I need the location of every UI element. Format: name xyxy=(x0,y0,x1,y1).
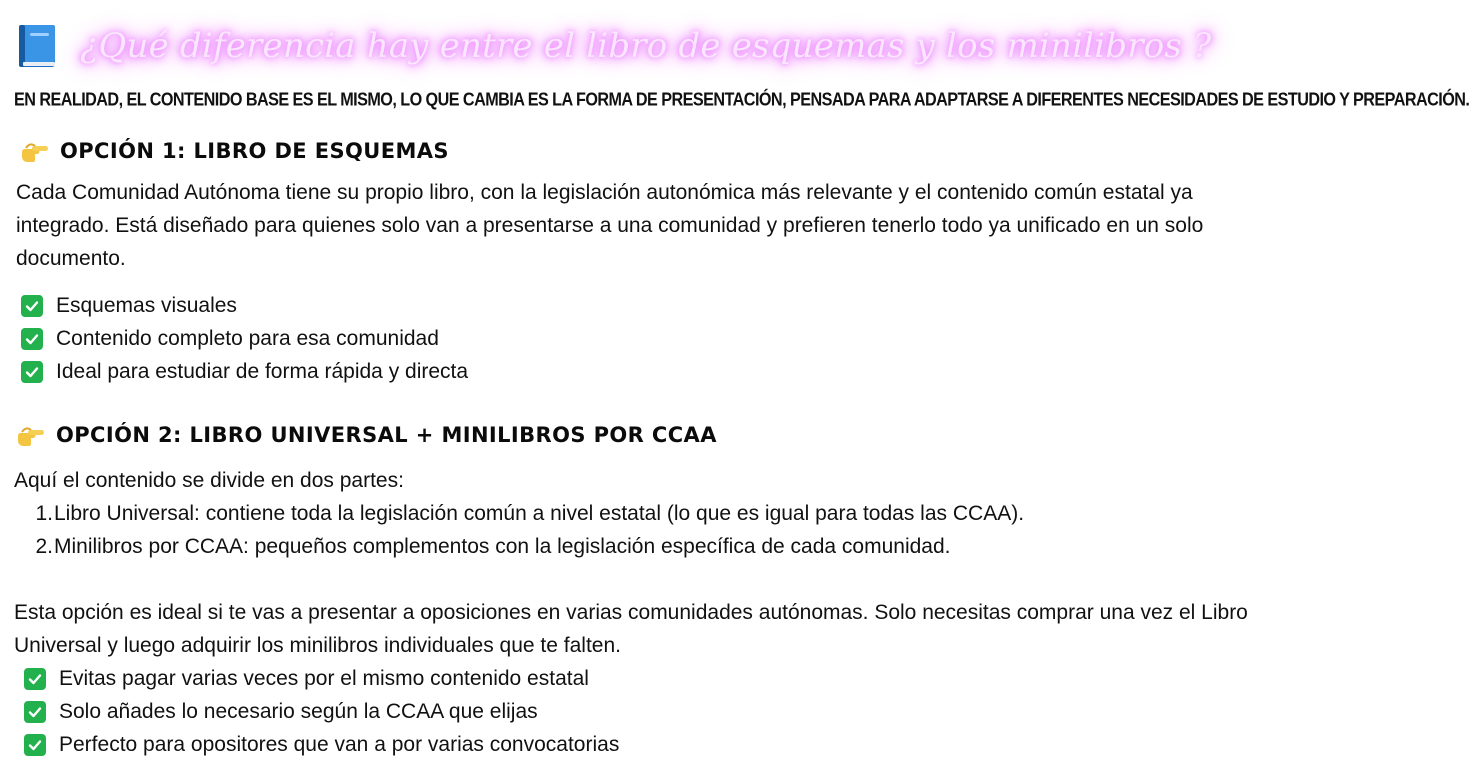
check-list-item xyxy=(24,695,619,728)
check-item-text: Solo añades lo necesario según la CCAA que elijas xyxy=(59,699,538,723)
check-mark-icon xyxy=(21,295,43,317)
check-item-text: Esquemas visuales xyxy=(56,293,237,317)
check-mark-icon xyxy=(21,361,43,383)
option-2-check-list xyxy=(24,662,619,761)
list-number: 1. xyxy=(35,502,53,525)
option-2-paragraph: Esta opción es ideal si te vas a presentar a oposiciones en varias comunidades autónomas. Solo necesitas comprar una vez el Libro Universal y luego adquirir los minilibros individuales que te falten. xyxy=(14,601,1248,657)
pointing-hand-icon xyxy=(18,424,46,446)
numbered-list-item xyxy=(30,497,1024,530)
check-mark-icon xyxy=(24,668,46,690)
numbered-item-text: Libro Universal: contiene toda la legislación común a nivel estatal (lo que es igual para todas las CCAA). xyxy=(54,502,1025,525)
check-mark-icon xyxy=(24,734,46,756)
check-mark-icon xyxy=(21,328,43,350)
check-list-item xyxy=(24,728,619,761)
check-list-item xyxy=(24,662,619,695)
check-item-text: Contenido completo para esa comunidad xyxy=(56,326,439,350)
page-subtitle: EN REALIDAD, EL CONTENIDO BASE ES EL MISMO, LO QUE CAMBIA ES LA FORMA DE PRESENTACIÓN, PENSADA PARA ADAPTARSE A DIFERENTES NECESIDADES DE ESTUDIO Y PREPARACIÓN. xyxy=(14,90,1469,111)
list-number: 2. xyxy=(35,535,53,558)
option-2-heading-text: OPCIÓN 2: LIBRO UNIVERSAL + MINILIBROS POR CCAA xyxy=(56,423,717,447)
page-title: ¿Qué diferencia hay entre el libro de esquemas y los minilibros ? xyxy=(80,26,1212,66)
option-2-intro: Aquí el contenido se divide en dos partes: xyxy=(14,469,404,492)
option-1-check-list xyxy=(21,289,468,388)
check-item-text: Ideal para estudiar de forma rápida y directa xyxy=(56,359,469,383)
option-1-heading-text: OPCIÓN 1: LIBRO DE ESQUEMAS xyxy=(60,139,449,163)
pointing-hand-icon xyxy=(22,140,50,162)
check-item-text: Perfecto para opositores que van a por varias convocatorias xyxy=(59,732,620,756)
check-mark-icon xyxy=(24,701,46,723)
option-2-heading xyxy=(18,423,717,447)
check-list-item xyxy=(21,289,468,322)
check-list-item xyxy=(21,322,468,355)
check-item-text: Evitas pagar varias veces por el mismo contenido estatal xyxy=(59,666,589,690)
title-row xyxy=(16,20,1211,72)
numbered-list-item xyxy=(30,530,1024,563)
option-2-numbered-list xyxy=(30,497,1024,563)
option-1-paragraph: Cada Comunidad Autónoma tiene su propio libro, con la legislación autonómica más relevante y el contenido común estatal ya integrado. Está diseñado para quienes solo van a presentarse a una comunidad y prefieren tenerlo todo ya unificado en un solo documento. xyxy=(16,181,1204,270)
option-1-heading xyxy=(22,139,449,163)
blue-book-icon xyxy=(16,23,58,69)
numbered-item-text: Minilibros por CCAA: pequeños complementos con la legislación específica de cada comunidad. xyxy=(54,535,951,558)
check-list-item xyxy=(21,355,468,388)
